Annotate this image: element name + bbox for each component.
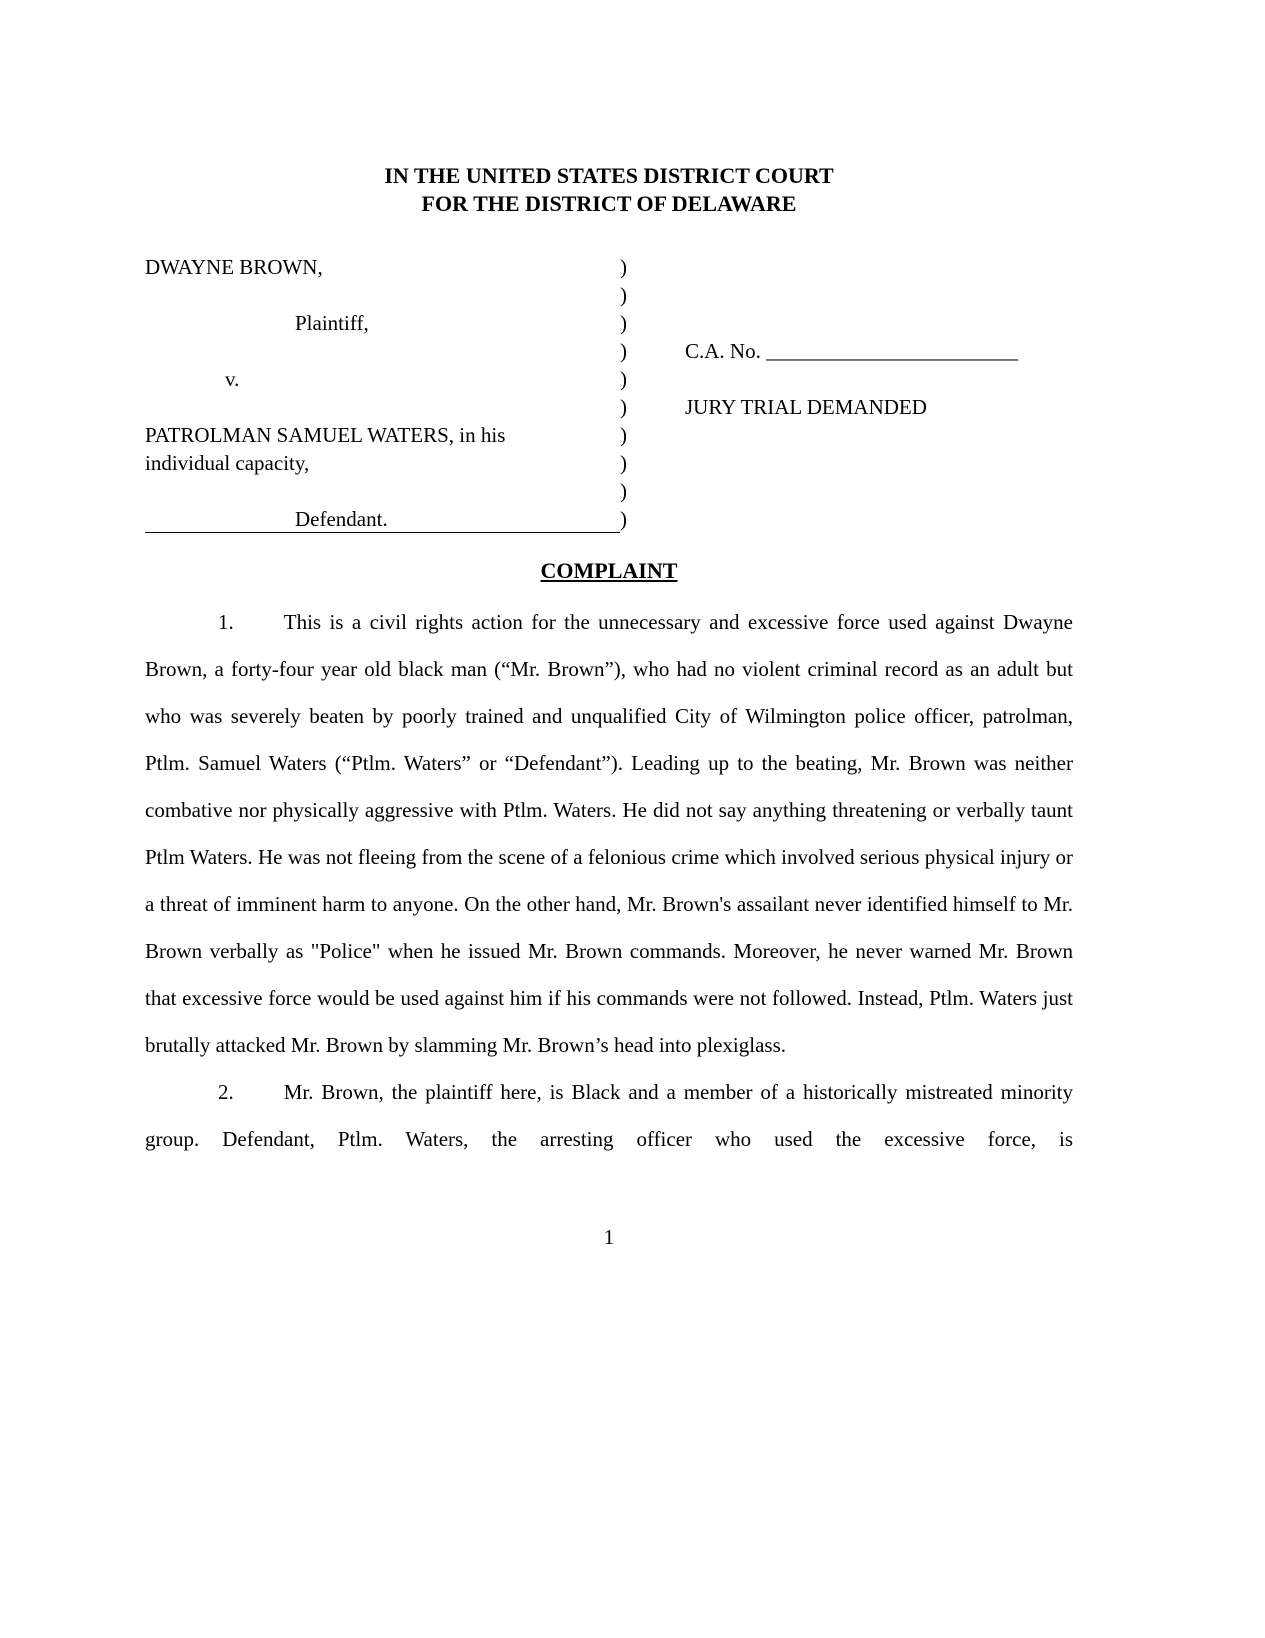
case-number-line (685, 337, 1073, 365)
caption-paren: ) (620, 451, 627, 475)
paragraph-2 (145, 1069, 1073, 1163)
caption-paren: ) (620, 367, 627, 391)
plaintiff-name: DWAYNE BROWN, (145, 255, 323, 279)
caption-paren: ) (620, 479, 627, 503)
defendant-name-line2: individual capacity, (145, 451, 310, 475)
defendant-name-line1: PATROLMAN SAMUEL WATERS, in his (145, 423, 506, 447)
versus-label: v. (225, 367, 240, 391)
court-name-line: IN THE UNITED STATES DISTRICT COURT (384, 163, 834, 188)
jury-demand: JURY TRIAL DEMANDED (685, 395, 927, 419)
court-district-line: FOR THE DISTRICT OF DELAWARE (421, 191, 797, 216)
case-number-blank: ________________________ (766, 339, 1019, 363)
caption-paren: ) (620, 283, 627, 307)
caption-paren: ) (620, 255, 627, 279)
case-caption (145, 253, 1073, 533)
plaintiff-label: Plaintiff, (295, 311, 369, 335)
document-title: COMPLAINT (540, 558, 678, 583)
caption-paren: ) (620, 395, 627, 419)
paragraph-2-text: Mr. Brown, the plaintiff here, is Black and a member of a historically mistreated minority group. Defendant, Ptlm. Waters, the arresting officer who used the excessive force, is (145, 1080, 1073, 1151)
caption-paren: ) (620, 339, 627, 363)
caption-paren: ) (620, 423, 627, 447)
defendant-label: Defendant. (145, 505, 620, 533)
paragraph-1-text: This is a civil rights action for the unnecessary and excessive force used against Dwayne Brown, a forty-four year old black man (“Mr. Brown”), who had no violent criminal record as an adult but who was severely beaten by poorly trained and unqualified City of Wilmington police officer, patrolman, Ptlm. Samuel Waters (“Ptlm. Waters” or “Defendant”). Leading up to the beating, Mr. Brown was neither combative nor physically aggressive with Ptlm. Waters. He did not say anything threatening or verbally taunt Ptlm Waters. He was not fleeing from the scene of a felonious crime which involved serious physical injury or a threat of imminent harm to anyone. On the other hand, Mr. Brown's assailant never identified himself to Mr. Brown verbally as "Police" when he issued Mr. Brown commands. Moreover, he never warned Mr. Brown that excessive force would be used against him if his commands were not followed. Instead, Ptlm. Waters just brutally attacked Mr. Brown by slamming Mr. Brown’s head into plexiglass. (145, 610, 1073, 1057)
paragraph-2-number: 2. (218, 1080, 234, 1104)
caption-paren: ) (620, 507, 627, 531)
paragraph-1 (145, 599, 1073, 1069)
case-number-label: C.A. No. (685, 339, 761, 363)
court-header (145, 162, 1073, 218)
paragraph-1-number: 1. (218, 610, 234, 634)
caption-paren: ) (620, 311, 627, 335)
page-number: 1 (603, 1225, 615, 1249)
